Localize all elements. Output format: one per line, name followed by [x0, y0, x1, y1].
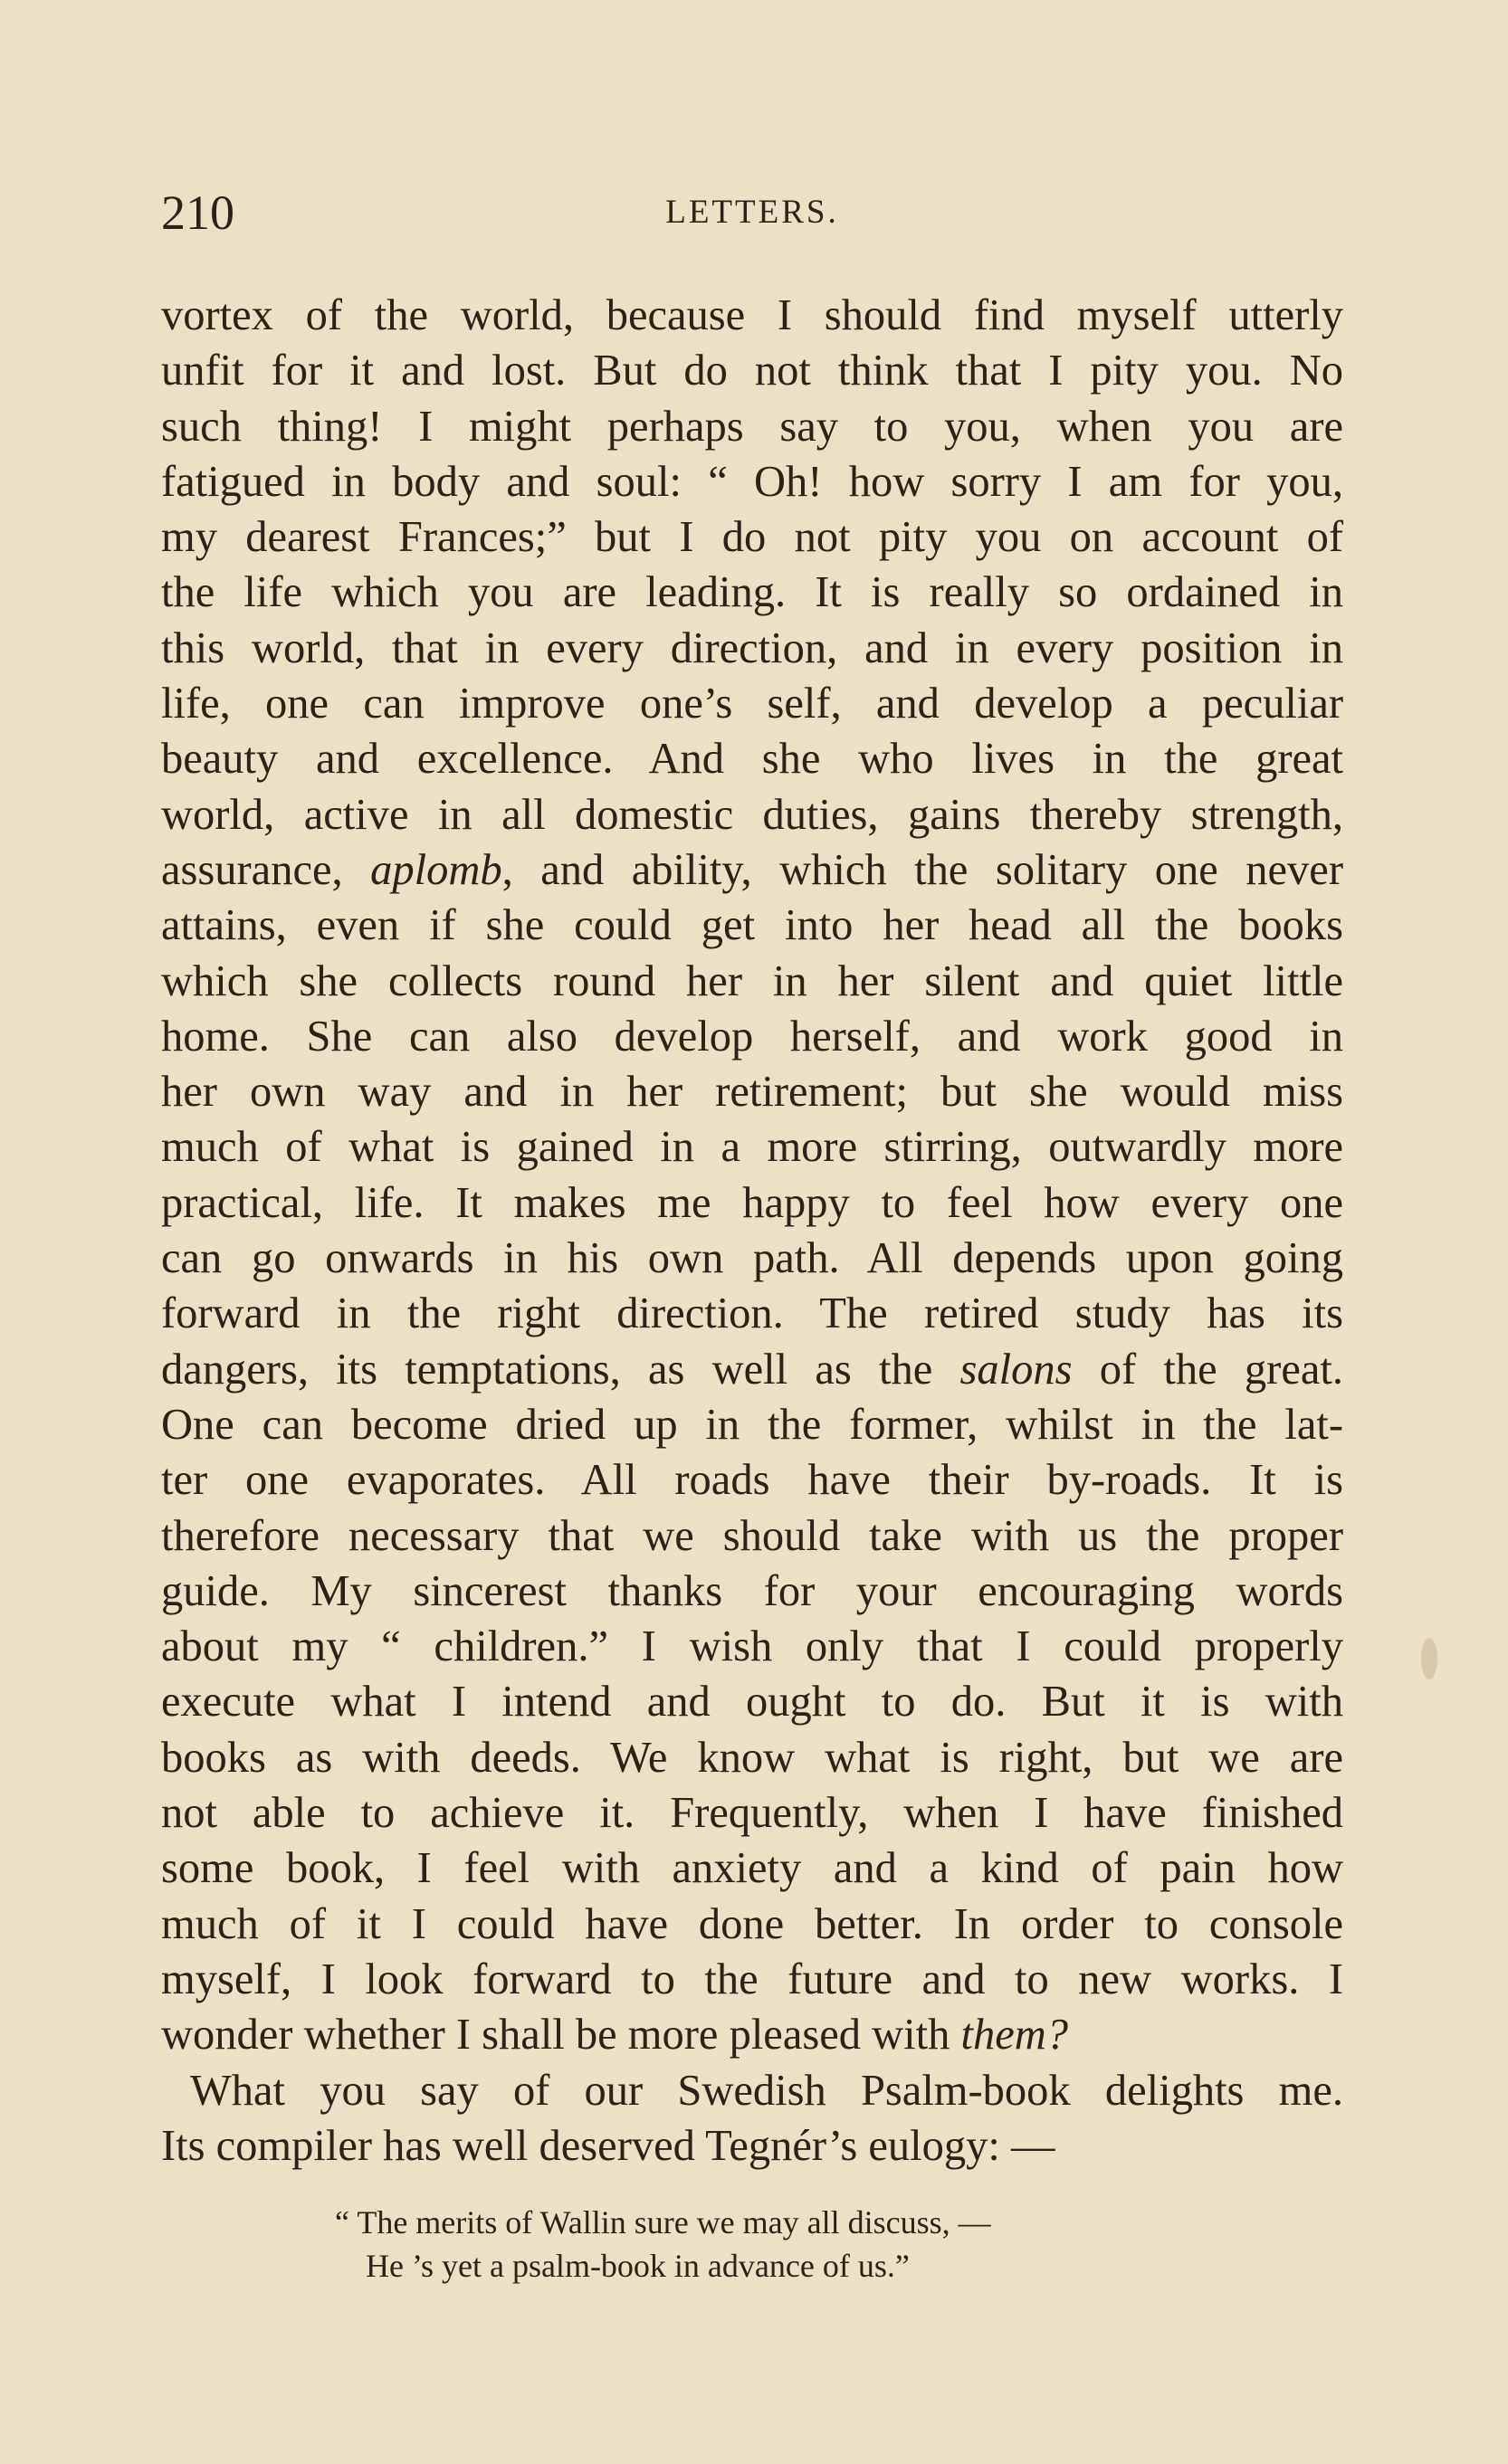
running-head: LETTERS. [665, 194, 839, 231]
text-line: fatigued in body and soul: “ Oh! how sorry I am for you, [161, 457, 1343, 506]
text-line: life, one can improve one’s self, and develop a peculiar [161, 680, 1343, 728]
text-line [161, 1342, 1343, 1397]
text-line: therefore necessary that we should take with us the proper [161, 1511, 1343, 1560]
text-line: myself, I look forward to the future and to new works. I [161, 1955, 1343, 2003]
text-line: Its compiler has well deserved Tegnér’s eulogy: — [161, 2121, 1055, 2170]
text-line: some book, I feel with anxiety and a kind of pain how [161, 1844, 1343, 1893]
text-segment: assurance, [161, 845, 371, 894]
verse-quote [335, 2201, 1150, 2288]
text-line: this world, that in every direction, and in every position in [161, 623, 1343, 672]
text-line: such thing! I might perhaps say to you, when you are [161, 402, 1343, 451]
page-number: 210 [161, 186, 234, 240]
text-line: not able to achieve it. Frequently, when I have finished [161, 1789, 1343, 1838]
text-line: my dearest Frances;” but I do not pity you on account of [161, 513, 1343, 562]
text-line: her own way and in her retirement; but she would miss [161, 1068, 1343, 1117]
verse-line: “ The merits of Wallin sure we may all discuss, — [335, 2204, 991, 2240]
italic-word: aplomb [370, 845, 502, 894]
text-line: books as with deeds. We know what is right, but we are [161, 1733, 1343, 1782]
verse-line: He ’s yet a psalm-book in advance of us.” [366, 2248, 910, 2284]
body-text [161, 288, 1343, 2174]
text-line: can go onwards in his own path. All depends upon going [161, 1234, 1343, 1283]
text-line: about my “ children.” I wish only that I could properly [161, 1622, 1343, 1671]
text-line: forward in the right direction. The retired study has its [161, 1289, 1343, 1338]
text-segment: of the great. [1072, 1345, 1343, 1394]
text-line: home. She can also develop herself, and work good in [161, 1012, 1343, 1061]
text-line: practical, life. It makes me happy to feel how every one [161, 1178, 1343, 1227]
text-line: guide. My sincerest thanks for your encouraging words [161, 1566, 1343, 1615]
text-line: much of what is gained in a more stirring, outwardly more [161, 1123, 1343, 1172]
text-segment: dangers, its temptations, as well as the [161, 1345, 960, 1394]
text-line: the life which you are leading. It is really so ordained in [161, 568, 1343, 617]
text-line [161, 842, 1343, 898]
text-line: ter one evaporates. All roads have their by-roads. It is [161, 1456, 1343, 1505]
page-header [161, 186, 1343, 240]
text-segment: , and ability, which the solitary one never [501, 845, 1343, 894]
text-segment: wonder whether I shall be more pleased with [161, 2011, 961, 2060]
text-line: What you say of our Swedish Psalm-book delights me. [190, 2066, 1343, 2115]
text-line: vortex of the world, because I should find myself utterly [161, 291, 1343, 339]
italic-word: salons [959, 1345, 1073, 1394]
italic-word: them? [960, 2011, 1069, 2060]
text-line: world, active in all domestic duties, gains thereby strength, [161, 790, 1343, 839]
text-line: unfit for it and lost. But do not think that I pity you. No [161, 347, 1343, 395]
text-line [161, 2007, 1343, 2062]
text-line: attains, even if she could get into her head all the books [161, 901, 1343, 950]
text-line: beauty and excellence. And she who lives in the great [161, 735, 1343, 784]
text-line: execute what I intend and ought to do. But it is with [161, 1678, 1343, 1727]
text-line: One can become dried up in the former, whilst in the lat- [161, 1400, 1343, 1449]
text-line: much of it I could have done better. In order to console [161, 1899, 1343, 1948]
paper-smudge [1421, 1638, 1437, 1679]
text-line: which she collects round her in her silent and quiet little [161, 956, 1343, 1005]
